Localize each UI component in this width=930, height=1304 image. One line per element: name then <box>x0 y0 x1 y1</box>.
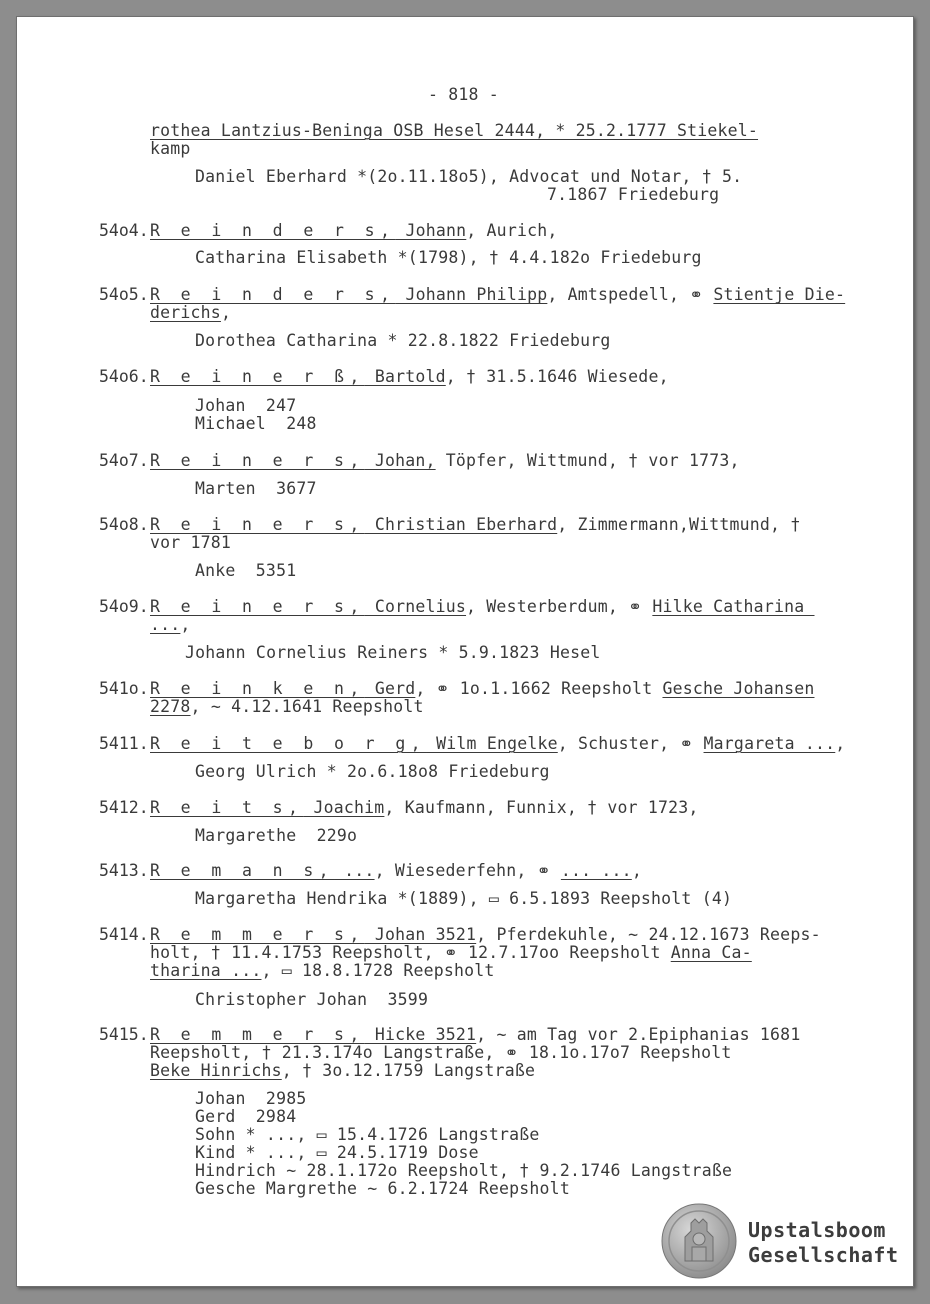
entry-number: 54o4. <box>99 221 149 240</box>
entry-number: 54o5. <box>99 285 149 304</box>
entry-5414-child: Christopher Johan 3599 <box>195 990 429 1009</box>
document-page <box>16 16 914 1287</box>
entry-5408-line2: vor 1781 <box>150 533 232 552</box>
entry-5415-child-5: Hindrich ~ 28.1.172o Reepsholt, † 9.2.1746 Langstraße <box>195 1161 733 1180</box>
surname: R e i t s, Joachim <box>150 798 385 817</box>
entry-5415-child-2: Gerd 2984 <box>195 1107 297 1126</box>
entry-5408-child: Anke 5351 <box>195 561 297 580</box>
entry-5409-line2: ..., <box>150 615 191 634</box>
surname: R e i n e r ß, Bartold <box>150 367 446 386</box>
entry-5405-line2: derichs, <box>150 303 232 322</box>
entry-5414-line2: holt, † 11.4.1753 Reepsholt, ⚭ 12.7.17oo Reepsholt Anna Ca- <box>150 943 752 962</box>
surname: R e i n e r s, Cornelius <box>150 597 467 616</box>
entry-5415-line3: Beke Hinrichs, † 3o.12.1759 Langstraße <box>150 1061 536 1080</box>
entry-5411-head: R e i t e b o r g, Wilm Engelke, Schuster, ⚭ Margareta ..., <box>150 734 846 753</box>
entry-5411-child: Georg Ulrich * 2o.6.18o8 Friedeburg <box>195 762 550 781</box>
entry-5409-child: Johann Cornelius Reiners * 5.9.1823 Hesel <box>185 643 601 662</box>
entry-5404-head: R e i n d e r s, Johann, Aurich, <box>150 221 558 240</box>
intro-child-1b: 7.1867 Friedeburg <box>547 185 720 204</box>
entry-5414-line3: tharina ..., ▭ 18.8.1728 Reepsholt <box>150 961 495 980</box>
entry-5415-child-4: Kind * ..., ▭ 24.5.1719 Dose <box>195 1143 479 1162</box>
surname: R e m m e r s, Hicke 3521 <box>150 1025 477 1044</box>
entry-5407-child: Marten 3677 <box>195 479 317 498</box>
entry-number: 5413. <box>99 861 149 880</box>
entry-5408-head: R e i n e r s, Christian Eberhard, Zimmermann,Wittmund, † <box>150 515 801 534</box>
entry-number: 5414. <box>99 925 149 944</box>
logo-line-1: Upstalsboom <box>748 1218 886 1242</box>
entry-5406-child-2: Michael 248 <box>195 414 317 433</box>
entry-5415-head: R e m m e r s, Hicke 3521, ~ am Tag vor 2.Epiphanias 1681 <box>150 1025 801 1044</box>
entry-5413-child: Margaretha Hendrika *(1889), ▭ 6.5.1893 Reepsholt (4) <box>195 889 733 908</box>
entry-5415-child-6: Gesche Margrethe ~ 6.2.1724 Reepsholt <box>195 1179 570 1198</box>
surname: R e i n k e n, Gerd <box>150 679 416 698</box>
entry-5410-head: R e i n k e n, Gerd, ⚭ 1o.1.1662 Reepsholt Gesche Johansen <box>150 679 815 698</box>
entry-5415-line2: Reepsholt, † 21.3.174o Langstraße, ⚭ 18.1o.17o7 Reepsholt <box>150 1043 732 1062</box>
seal-icon <box>661 1203 737 1279</box>
entry-number: 54o8. <box>99 515 149 534</box>
intro-child-1: Daniel Eberhard *(2o.11.18o5), Advocat und Notar, † 5. <box>195 167 743 186</box>
entry-number: 5415. <box>99 1025 149 1044</box>
entry-5410-line2: 2278, ~ 4.12.1641 Reepsholt <box>150 697 424 716</box>
intro-line-2: kamp <box>150 139 191 158</box>
surname: R e i n e r s, Christian Eberhard <box>150 515 558 534</box>
logo-line-2: Gesellschaft <box>748 1243 899 1267</box>
entry-5409-head: R e i n e r s, Cornelius, Westerberdum, ⚭ Hilke Catharina <box>150 597 815 616</box>
entry-5407-head: R e i n e r s, Johan, Töpfer, Wittmund, † vor 1773, <box>150 451 740 470</box>
entry-number: 5411. <box>99 734 149 753</box>
entry-5405-head: R e i n d e r s, Johann Philipp, Amtspedell, ⚭ Stientje Die- <box>150 285 846 304</box>
entry-number: 541o. <box>99 679 149 698</box>
entry-5412-child: Margarethe 229o <box>195 826 358 845</box>
entry-5414-head: R e m m e r s, Johan 3521, Pferdekuhle, ~ 24.12.1673 Reeps- <box>150 925 821 944</box>
surname: R e m m e r s, Johan 3521 <box>150 925 477 944</box>
intro-line-1: rothea Lantzius-Beninga OSB Hesel 2444, * 25.2.1777 Stiekel- <box>150 121 759 140</box>
entry-5406-child-1: Johan 247 <box>195 396 297 415</box>
entry-number: 54o9. <box>99 597 149 616</box>
entry-5405-child: Dorothea Catharina * 22.8.1822 Friedeburg <box>195 331 611 350</box>
entry-number: 54o6. <box>99 367 149 386</box>
surname: R e i n d e r s, Johann <box>150 221 467 240</box>
entry-5413-head: R e m a n s, ..., Wiesederfehn, ⚭ ... ..., <box>150 861 642 880</box>
surname: R e m a n s, ... <box>150 861 375 880</box>
entry-number: 54o7. <box>99 451 149 470</box>
entry-5412-head: R e i t s, Joachim, Kaufmann, Funnix, † vor 1723, <box>150 798 699 817</box>
surname: R e i t e b o r g, Wilm Engelke <box>150 734 558 753</box>
page-number: - 818 - <box>428 85 499 104</box>
surname: R e i n e r s, Johan, <box>150 451 436 470</box>
entry-5415-child-3: Sohn * ..., ▭ 15.4.1726 Langstraße <box>195 1125 540 1144</box>
entry-5415-child-1: Johan 2985 <box>195 1089 307 1108</box>
surname: R e i n d e r s, Johann Philipp <box>150 285 548 304</box>
entry-5404-child: Catharina Elisabeth *(1798), † 4.4.182o Friedeburg <box>195 248 702 267</box>
entry-number: 5412. <box>99 798 149 817</box>
entry-5406-head: R e i n e r ß, Bartold, † 31.5.1646 Wiesede, <box>150 367 669 386</box>
